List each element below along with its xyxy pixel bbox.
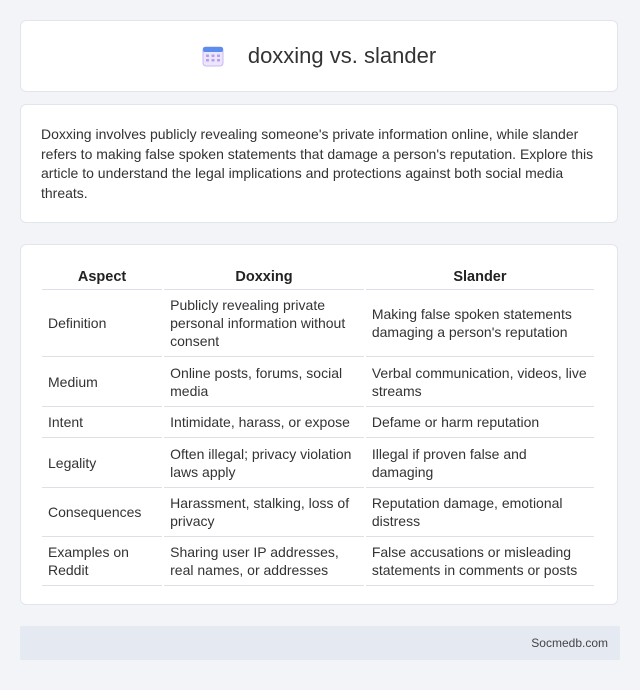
aspect-cell: Examples on Reddit xyxy=(42,537,162,586)
aspect-cell: Legality xyxy=(42,438,162,488)
doxxing-cell: Often illegal; privacy violation laws apply xyxy=(164,438,364,488)
slander-cell: Reputation damage, emotional distress xyxy=(366,488,594,537)
table-row xyxy=(42,438,594,488)
calendar-icon xyxy=(202,45,224,67)
table-row xyxy=(42,537,594,586)
title-card xyxy=(20,20,618,92)
footer-site-link[interactable]: Socmedb.com xyxy=(531,636,608,650)
comparison-card xyxy=(20,244,618,605)
aspect-cell: Definition xyxy=(42,290,162,357)
doxxing-cell: Online posts, forums, social media xyxy=(164,357,364,407)
doxxing-cell: Publicly revealing private personal information without consent xyxy=(164,290,364,357)
page-title: doxxing vs. slander xyxy=(247,43,437,68)
slander-cell: False accusations or misleading statements in comments or posts xyxy=(366,537,594,586)
aspect-cell: Medium xyxy=(42,357,162,407)
table-header-row xyxy=(42,265,594,290)
slander-cell: Making false spoken statements damaging a person's reputation xyxy=(366,290,594,357)
aspect-cell: Intent xyxy=(42,407,162,438)
table-row xyxy=(42,488,594,537)
header-slander: Slander xyxy=(366,265,594,290)
aspect-cell: Consequences xyxy=(42,488,162,537)
header-aspect: Aspect xyxy=(42,265,162,290)
slander-cell: Illegal if proven false and damaging xyxy=(366,438,594,488)
header-doxxing: Doxxing xyxy=(164,265,364,290)
table-row xyxy=(42,357,594,407)
intro-card xyxy=(20,104,618,223)
slander-cell: Verbal communication, videos, live streams xyxy=(366,357,594,407)
slander-cell: Defame or harm reputation xyxy=(366,407,594,438)
intro-paragraph: Doxxing involves publicly revealing someone's private information online, while slander refers to making false spoken statements that damage a person's reputation. Explore this article to understand the legal implications and protections against both social media threats. xyxy=(41,126,594,201)
table-row xyxy=(42,290,594,357)
doxxing-cell: Sharing user IP addresses, real names, or addresses xyxy=(164,537,364,586)
doxxing-cell: Harassment, stalking, loss of privacy xyxy=(164,488,364,537)
footer xyxy=(20,626,620,660)
doxxing-cell: Intimidate, harass, or expose xyxy=(164,407,364,438)
comparison-table xyxy=(40,265,596,586)
table-row xyxy=(42,407,594,438)
